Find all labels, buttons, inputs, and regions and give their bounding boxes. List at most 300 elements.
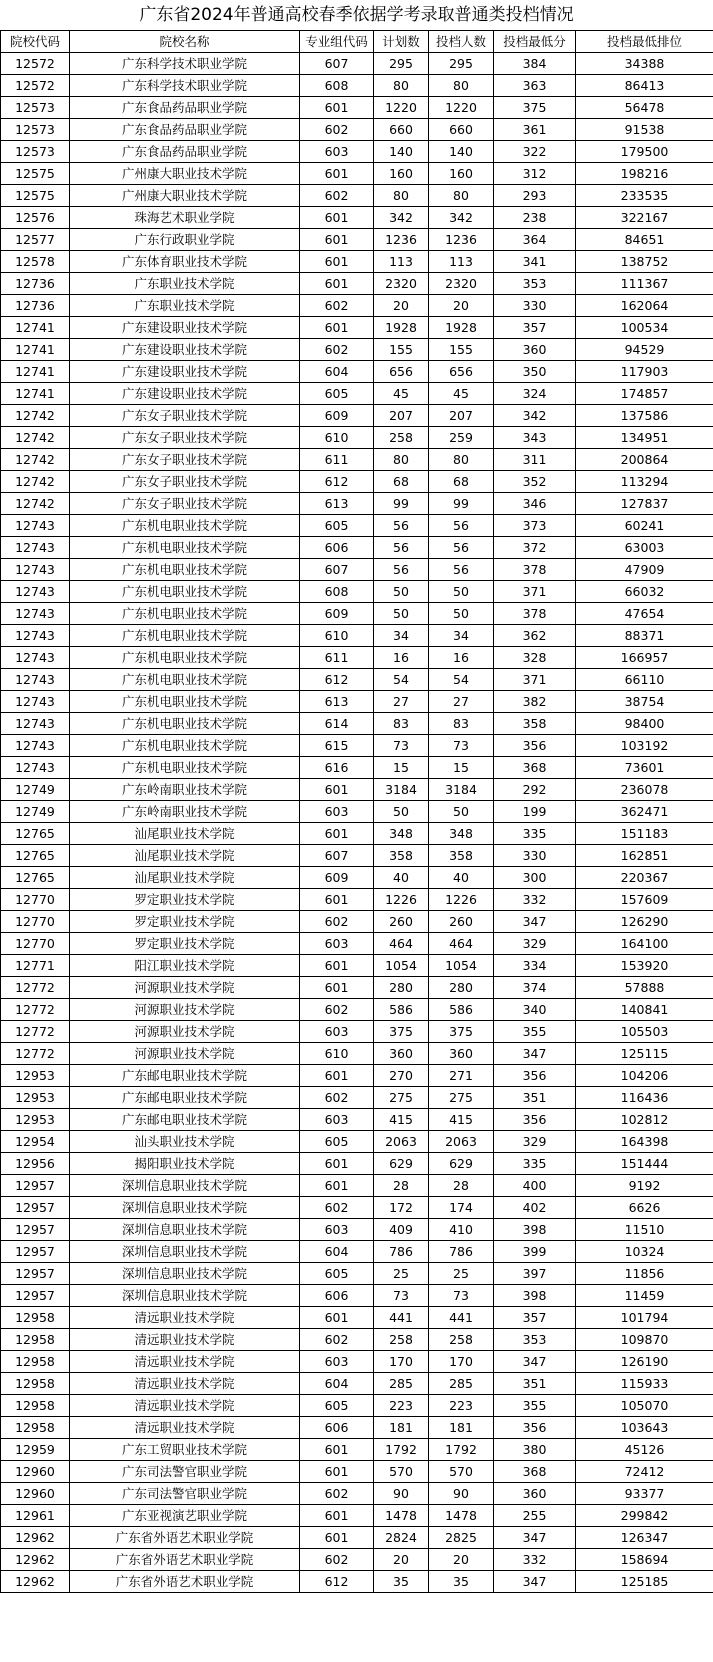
col-plan-count-header: 计划数 (374, 31, 429, 53)
plan-count-cell: 172 (374, 1197, 429, 1219)
group-code-cell: 601 (300, 163, 374, 185)
table-row (1, 449, 713, 471)
admitted-count-cell: 1236 (429, 229, 494, 251)
group-code-cell: 605 (300, 1263, 374, 1285)
school-name-cell: 广东省外语艺术职业学院 (70, 1571, 300, 1593)
min-score-cell: 368 (494, 1461, 576, 1483)
min-rank-cell: 179500 (576, 141, 713, 163)
group-code-cell: 606 (300, 1285, 374, 1307)
group-code-cell: 609 (300, 603, 374, 625)
school-name-cell: 广东女子职业技术学院 (70, 493, 300, 515)
min-score-cell: 357 (494, 317, 576, 339)
min-rank-cell: 84651 (576, 229, 713, 251)
table-row (1, 823, 713, 845)
group-code-cell: 603 (300, 141, 374, 163)
table-row (1, 273, 713, 295)
min-rank-cell: 126190 (576, 1351, 713, 1373)
plan-count-cell: 20 (374, 1549, 429, 1571)
admitted-count-cell: 410 (429, 1219, 494, 1241)
plan-count-cell: 285 (374, 1373, 429, 1395)
admitted-count-cell: 90 (429, 1483, 494, 1505)
plan-count-cell: 415 (374, 1109, 429, 1131)
min-rank-cell: 11459 (576, 1285, 713, 1307)
school-name-cell: 清远职业技术学院 (70, 1351, 300, 1373)
school-code-cell: 12742 (1, 427, 70, 449)
admitted-count-cell: 586 (429, 999, 494, 1021)
school-name-cell: 广东建设职业技术学院 (70, 317, 300, 339)
table-row (1, 207, 713, 229)
plan-count-cell: 1792 (374, 1439, 429, 1461)
min-score-cell: 380 (494, 1439, 576, 1461)
group-code-cell: 602 (300, 911, 374, 933)
plan-count-cell: 16 (374, 647, 429, 669)
group-code-cell: 603 (300, 1219, 374, 1241)
school-name-cell: 广东岭南职业技术学院 (70, 801, 300, 823)
group-code-cell: 607 (300, 53, 374, 75)
min-rank-cell: 126290 (576, 911, 713, 933)
group-code-cell: 608 (300, 581, 374, 603)
min-score-cell: 375 (494, 97, 576, 119)
table-header-row (1, 31, 713, 53)
table-row (1, 405, 713, 427)
school-code-cell: 12742 (1, 471, 70, 493)
table-row (1, 1307, 713, 1329)
school-code-cell: 12958 (1, 1395, 70, 1417)
min-rank-cell: 86413 (576, 75, 713, 97)
school-code-cell: 12741 (1, 339, 70, 361)
plan-count-cell: 207 (374, 405, 429, 427)
group-code-cell: 601 (300, 823, 374, 845)
school-code-cell: 12741 (1, 317, 70, 339)
min-score-cell: 300 (494, 867, 576, 889)
table-row (1, 647, 713, 669)
min-rank-cell: 56478 (576, 97, 713, 119)
min-score-cell: 330 (494, 295, 576, 317)
school-name-cell: 深圳信息职业技术学院 (70, 1219, 300, 1241)
min-rank-cell: 66110 (576, 669, 713, 691)
table-row (1, 471, 713, 493)
group-code-cell: 601 (300, 977, 374, 999)
school-code-cell: 12770 (1, 933, 70, 955)
min-rank-cell: 111367 (576, 273, 713, 295)
admitted-count-cell: 20 (429, 295, 494, 317)
min-score-cell: 368 (494, 757, 576, 779)
table-row (1, 141, 713, 163)
school-code-cell: 12765 (1, 823, 70, 845)
table-row (1, 1021, 713, 1043)
plan-count-cell: 441 (374, 1307, 429, 1329)
group-code-cell: 602 (300, 295, 374, 317)
school-code-cell: 12743 (1, 559, 70, 581)
admitted-count-cell: 40 (429, 867, 494, 889)
school-code-cell: 12743 (1, 515, 70, 537)
group-code-cell: 601 (300, 1527, 374, 1549)
admitted-count-cell: 16 (429, 647, 494, 669)
plan-count-cell: 2824 (374, 1527, 429, 1549)
school-name-cell: 广东机电职业技术学院 (70, 625, 300, 647)
plan-count-cell: 50 (374, 801, 429, 823)
school-code-cell: 12577 (1, 229, 70, 251)
min-score-cell: 329 (494, 933, 576, 955)
admitted-count-cell: 786 (429, 1241, 494, 1263)
min-rank-cell: 126347 (576, 1527, 713, 1549)
school-code-cell: 12743 (1, 691, 70, 713)
admitted-count-cell: 140 (429, 141, 494, 163)
school-code-cell: 12573 (1, 119, 70, 141)
plan-count-cell: 258 (374, 427, 429, 449)
school-code-cell: 12961 (1, 1505, 70, 1527)
table-row (1, 1219, 713, 1241)
school-name-cell: 广东女子职业技术学院 (70, 427, 300, 449)
min-rank-cell: 220367 (576, 867, 713, 889)
plan-count-cell: 99 (374, 493, 429, 515)
table-row (1, 1395, 713, 1417)
min-rank-cell: 157609 (576, 889, 713, 911)
school-name-cell: 广东机电职业技术学院 (70, 559, 300, 581)
min-rank-cell: 9192 (576, 1175, 713, 1197)
school-code-cell: 12958 (1, 1307, 70, 1329)
min-rank-cell: 198216 (576, 163, 713, 185)
school-code-cell: 12957 (1, 1219, 70, 1241)
school-code-cell: 12575 (1, 185, 70, 207)
plan-count-cell: 1478 (374, 1505, 429, 1527)
admitted-count-cell: 80 (429, 75, 494, 97)
col-school-code-header: 院校代码 (1, 31, 70, 53)
min-score-cell: 312 (494, 163, 576, 185)
group-code-cell: 601 (300, 229, 374, 251)
group-code-cell: 601 (300, 955, 374, 977)
plan-count-cell: 181 (374, 1417, 429, 1439)
plan-count-cell: 160 (374, 163, 429, 185)
admitted-count-cell: 50 (429, 603, 494, 625)
admitted-count-cell: 358 (429, 845, 494, 867)
plan-count-cell: 170 (374, 1351, 429, 1373)
min-rank-cell: 72412 (576, 1461, 713, 1483)
min-rank-cell: 98400 (576, 713, 713, 735)
min-score-cell: 378 (494, 603, 576, 625)
school-name-cell: 汕尾职业技术学院 (70, 867, 300, 889)
table-row (1, 779, 713, 801)
admitted-count-cell: 80 (429, 185, 494, 207)
admitted-count-cell: 441 (429, 1307, 494, 1329)
table-row (1, 97, 713, 119)
min-rank-cell: 10324 (576, 1241, 713, 1263)
min-score-cell: 322 (494, 141, 576, 163)
min-score-cell: 329 (494, 1131, 576, 1153)
plan-count-cell: 358 (374, 845, 429, 867)
col-admitted-count-header: 投档人数 (429, 31, 494, 53)
school-name-cell: 河源职业技术学院 (70, 999, 300, 1021)
table-row (1, 559, 713, 581)
plan-count-cell: 140 (374, 141, 429, 163)
min-score-cell: 347 (494, 1527, 576, 1549)
admitted-count-cell: 99 (429, 493, 494, 515)
admitted-count-cell: 1226 (429, 889, 494, 911)
group-code-cell: 601 (300, 207, 374, 229)
plan-count-cell: 20 (374, 295, 429, 317)
school-code-cell: 12772 (1, 1043, 70, 1065)
admitted-count-cell: 20 (429, 1549, 494, 1571)
group-code-cell: 605 (300, 383, 374, 405)
table-row (1, 1417, 713, 1439)
plan-count-cell: 280 (374, 977, 429, 999)
school-name-cell: 广东体育职业技术学院 (70, 251, 300, 273)
plan-count-cell: 1220 (374, 97, 429, 119)
min-rank-cell: 6626 (576, 1197, 713, 1219)
school-code-cell: 12749 (1, 779, 70, 801)
school-code-cell: 12772 (1, 977, 70, 999)
group-code-cell: 602 (300, 1087, 374, 1109)
min-rank-cell: 38754 (576, 691, 713, 713)
table-row (1, 691, 713, 713)
plan-count-cell: 1236 (374, 229, 429, 251)
col-min-score-header: 投档最低分 (494, 31, 576, 53)
school-name-cell: 广东机电职业技术学院 (70, 581, 300, 603)
school-name-cell: 阳江职业技术学院 (70, 955, 300, 977)
school-code-cell: 12957 (1, 1175, 70, 1197)
min-score-cell: 361 (494, 119, 576, 141)
table-row (1, 735, 713, 757)
school-name-cell: 珠海艺术职业学院 (70, 207, 300, 229)
table-row (1, 493, 713, 515)
school-code-cell: 12743 (1, 713, 70, 735)
table-row (1, 317, 713, 339)
school-name-cell: 罗定职业技术学院 (70, 933, 300, 955)
min-rank-cell: 137586 (576, 405, 713, 427)
min-score-cell: 400 (494, 1175, 576, 1197)
school-code-cell: 12576 (1, 207, 70, 229)
table-row (1, 339, 713, 361)
group-code-cell: 603 (300, 1351, 374, 1373)
min-score-cell: 382 (494, 691, 576, 713)
school-name-cell: 广东工贸职业技术学院 (70, 1439, 300, 1461)
school-name-cell: 广东职业技术学院 (70, 273, 300, 295)
plan-count-cell: 56 (374, 559, 429, 581)
group-code-cell: 601 (300, 1439, 374, 1461)
admitted-count-cell: 348 (429, 823, 494, 845)
group-code-cell: 602 (300, 999, 374, 1021)
min-rank-cell: 34388 (576, 53, 713, 75)
school-code-cell: 12742 (1, 405, 70, 427)
min-score-cell: 351 (494, 1087, 576, 1109)
school-name-cell: 清远职业技术学院 (70, 1329, 300, 1351)
group-code-cell: 612 (300, 669, 374, 691)
min-rank-cell: 57888 (576, 977, 713, 999)
min-rank-cell: 162851 (576, 845, 713, 867)
admitted-count-cell: 570 (429, 1461, 494, 1483)
plan-count-cell: 50 (374, 581, 429, 603)
admitted-count-cell: 280 (429, 977, 494, 999)
school-name-cell: 汕尾职业技术学院 (70, 845, 300, 867)
min-score-cell: 293 (494, 185, 576, 207)
school-code-cell: 12736 (1, 273, 70, 295)
admitted-count-cell: 1478 (429, 1505, 494, 1527)
admitted-count-cell: 360 (429, 1043, 494, 1065)
school-code-cell: 12743 (1, 581, 70, 603)
school-name-cell: 广东省外语艺术职业学院 (70, 1527, 300, 1549)
plan-count-cell: 15 (374, 757, 429, 779)
group-code-cell: 601 (300, 1175, 374, 1197)
school-name-cell: 广东机电职业技术学院 (70, 713, 300, 735)
min-rank-cell: 103192 (576, 735, 713, 757)
min-rank-cell: 322167 (576, 207, 713, 229)
plan-count-cell: 80 (374, 185, 429, 207)
school-name-cell: 汕尾职业技术学院 (70, 823, 300, 845)
group-code-cell: 603 (300, 1021, 374, 1043)
min-rank-cell: 158694 (576, 1549, 713, 1571)
school-code-cell: 12743 (1, 625, 70, 647)
school-code-cell: 12749 (1, 801, 70, 823)
table-row (1, 1241, 713, 1263)
school-name-cell: 深圳信息职业技术学院 (70, 1263, 300, 1285)
min-score-cell: 292 (494, 779, 576, 801)
min-rank-cell: 73601 (576, 757, 713, 779)
min-rank-cell: 125115 (576, 1043, 713, 1065)
school-name-cell: 广东机电职业技术学院 (70, 537, 300, 559)
group-code-cell: 602 (300, 1549, 374, 1571)
school-name-cell: 深圳信息职业技术学院 (70, 1241, 300, 1263)
school-name-cell: 广东司法警官职业学院 (70, 1461, 300, 1483)
school-name-cell: 广东职业技术学院 (70, 295, 300, 317)
school-code-cell: 12772 (1, 999, 70, 1021)
admitted-count-cell: 275 (429, 1087, 494, 1109)
group-code-cell: 610 (300, 625, 374, 647)
admitted-count-cell: 271 (429, 1065, 494, 1087)
admitted-count-cell: 258 (429, 1329, 494, 1351)
plan-count-cell: 80 (374, 449, 429, 471)
admitted-count-cell: 656 (429, 361, 494, 383)
min-score-cell: 341 (494, 251, 576, 273)
admitted-count-cell: 415 (429, 1109, 494, 1131)
min-rank-cell: 134951 (576, 427, 713, 449)
group-code-cell: 601 (300, 251, 374, 273)
plan-count-cell: 1928 (374, 317, 429, 339)
school-code-cell: 12575 (1, 163, 70, 185)
min-score-cell: 357 (494, 1307, 576, 1329)
table-row (1, 295, 713, 317)
school-name-cell: 广东邮电职业技术学院 (70, 1065, 300, 1087)
min-rank-cell: 174857 (576, 383, 713, 405)
school-code-cell: 12958 (1, 1351, 70, 1373)
school-name-cell: 深圳信息职业技术学院 (70, 1197, 300, 1219)
admitted-count-cell: 56 (429, 537, 494, 559)
school-code-cell: 12736 (1, 295, 70, 317)
group-code-cell: 602 (300, 119, 374, 141)
table-row (1, 977, 713, 999)
group-code-cell: 603 (300, 801, 374, 823)
min-score-cell: 353 (494, 273, 576, 295)
group-code-cell: 601 (300, 1461, 374, 1483)
school-name-cell: 广东亚视演艺职业学院 (70, 1505, 300, 1527)
school-code-cell: 12743 (1, 735, 70, 757)
plan-count-cell: 360 (374, 1043, 429, 1065)
plan-count-cell: 223 (374, 1395, 429, 1417)
school-code-cell: 12956 (1, 1153, 70, 1175)
school-code-cell: 12960 (1, 1483, 70, 1505)
table-row (1, 427, 713, 449)
min-score-cell: 350 (494, 361, 576, 383)
plan-count-cell: 270 (374, 1065, 429, 1087)
table-row (1, 537, 713, 559)
school-name-cell: 广东机电职业技术学院 (70, 515, 300, 537)
school-code-cell: 12743 (1, 603, 70, 625)
plan-count-cell: 375 (374, 1021, 429, 1043)
school-name-cell: 广东食品药品职业学院 (70, 119, 300, 141)
min-rank-cell: 93377 (576, 1483, 713, 1505)
group-code-cell: 601 (300, 273, 374, 295)
min-rank-cell: 104206 (576, 1065, 713, 1087)
min-score-cell: 347 (494, 911, 576, 933)
admitted-count-cell: 15 (429, 757, 494, 779)
group-code-cell: 610 (300, 427, 374, 449)
group-code-cell: 605 (300, 1395, 374, 1417)
min-score-cell: 255 (494, 1505, 576, 1527)
admitted-count-cell: 160 (429, 163, 494, 185)
min-rank-cell: 127837 (576, 493, 713, 515)
school-code-cell: 12770 (1, 889, 70, 911)
min-score-cell: 355 (494, 1395, 576, 1417)
school-code-cell: 12573 (1, 97, 70, 119)
admitted-count-cell: 50 (429, 581, 494, 603)
school-code-cell: 12962 (1, 1527, 70, 1549)
table-row (1, 1043, 713, 1065)
min-score-cell: 378 (494, 559, 576, 581)
table-row (1, 163, 713, 185)
min-score-cell: 398 (494, 1219, 576, 1241)
school-name-cell: 河源职业技术学院 (70, 1043, 300, 1065)
school-code-cell: 12958 (1, 1417, 70, 1439)
plan-count-cell: 2063 (374, 1131, 429, 1153)
min-rank-cell: 102812 (576, 1109, 713, 1131)
school-code-cell: 12957 (1, 1197, 70, 1219)
school-code-cell: 12771 (1, 955, 70, 977)
admitted-count-cell: 181 (429, 1417, 494, 1439)
group-code-cell: 613 (300, 691, 374, 713)
group-code-cell: 602 (300, 1329, 374, 1351)
min-score-cell: 372 (494, 537, 576, 559)
school-code-cell: 12962 (1, 1549, 70, 1571)
plan-count-cell: 54 (374, 669, 429, 691)
min-rank-cell: 60241 (576, 515, 713, 537)
school-name-cell: 广东行政职业学院 (70, 229, 300, 251)
admitted-count-cell: 375 (429, 1021, 494, 1043)
school-code-cell: 12957 (1, 1241, 70, 1263)
group-code-cell: 602 (300, 1483, 374, 1505)
min-score-cell: 343 (494, 427, 576, 449)
school-code-cell: 12741 (1, 383, 70, 405)
school-code-cell: 12772 (1, 1021, 70, 1043)
plan-count-cell: 629 (374, 1153, 429, 1175)
group-code-cell: 604 (300, 361, 374, 383)
group-code-cell: 601 (300, 1307, 374, 1329)
school-name-cell: 罗定职业技术学院 (70, 889, 300, 911)
min-rank-cell: 162064 (576, 295, 713, 317)
min-score-cell: 364 (494, 229, 576, 251)
min-score-cell: 358 (494, 713, 576, 735)
table-row (1, 1329, 713, 1351)
table-row (1, 933, 713, 955)
school-name-cell: 清远职业技术学院 (70, 1373, 300, 1395)
min-score-cell: 351 (494, 1373, 576, 1395)
min-rank-cell: 88371 (576, 625, 713, 647)
min-rank-cell: 113294 (576, 471, 713, 493)
min-score-cell: 356 (494, 735, 576, 757)
table-row (1, 185, 713, 207)
plan-count-cell: 3184 (374, 779, 429, 801)
table-row (1, 1461, 713, 1483)
plan-count-cell: 1226 (374, 889, 429, 911)
min-score-cell: 355 (494, 1021, 576, 1043)
